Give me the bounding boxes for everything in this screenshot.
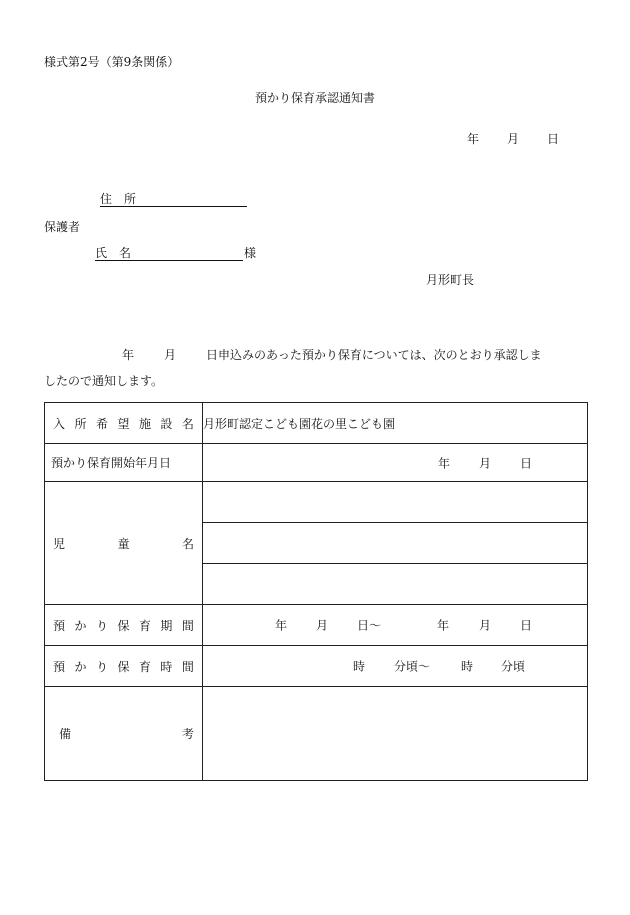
child-name-field-3[interactable] <box>203 564 588 605</box>
label-char: 時 <box>160 659 173 674</box>
label-char: 間 <box>181 618 194 633</box>
body-rest: 日申込みのあった預かり保育については、次のとおり承認しま <box>206 348 542 362</box>
label-char: 期 <box>160 618 173 633</box>
time-value <box>203 646 588 687</box>
address-label: 住 所 <box>100 192 137 206</box>
table-row-start-date <box>45 444 588 482</box>
label-char: 保 <box>117 659 130 674</box>
time-minute-2: 分頃 <box>501 659 526 674</box>
label-char: 育 <box>138 618 151 633</box>
period-day-2: 日 <box>520 618 533 633</box>
label-char: 名 <box>181 416 194 431</box>
label-char: 入 <box>53 416 66 431</box>
table-row-remarks <box>45 687 588 781</box>
form-number: 様式第2号（第9条関係） <box>44 55 180 69</box>
period-year-2: 年 <box>437 618 450 633</box>
label-char: 育 <box>138 659 151 674</box>
period-label <box>45 605 203 646</box>
label-char: か <box>74 659 87 674</box>
honorific: 様 <box>244 246 257 260</box>
child-name-field-1[interactable] <box>203 482 588 523</box>
label-char: 施 <box>138 416 151 431</box>
start-date-value <box>203 444 588 482</box>
start-day: 日 <box>520 456 533 470</box>
table-row-facility <box>45 403 588 444</box>
body-year: 年 <box>122 348 135 362</box>
name-line <box>95 260 243 261</box>
period-month-2: 月 <box>479 618 492 633</box>
table-row-period <box>45 605 588 646</box>
table-row-time <box>45 646 588 687</box>
remarks-label <box>45 687 203 781</box>
header-date <box>467 133 559 145</box>
label-char: 希 <box>95 416 108 431</box>
document-title: 預かり保育承認通知書 <box>254 91 375 105</box>
label-char: 児 <box>53 536 66 551</box>
label-char: 設 <box>160 416 173 431</box>
label-char: 預 <box>53 618 66 633</box>
label-char: 望 <box>117 416 130 431</box>
label-char: 間 <box>181 659 194 674</box>
table-row-child-1 <box>45 482 588 523</box>
label-char: 名 <box>181 536 194 551</box>
start-year: 年 <box>438 456 451 470</box>
label-char: 備 <box>59 727 72 741</box>
time-label <box>45 646 203 687</box>
label-char: 所 <box>74 416 87 431</box>
body-line-2: したので通知します。 <box>44 374 164 388</box>
body-line-1 <box>122 349 542 361</box>
start-date-label: 預かり保育開始年月日 <box>45 444 203 482</box>
period-month-1: 月 <box>316 618 329 633</box>
period-value <box>203 605 588 646</box>
label-char: か <box>74 618 87 633</box>
label-char: 保 <box>117 618 130 633</box>
facility-label <box>45 403 203 444</box>
address-line <box>100 206 247 207</box>
time-minute-1: 分頃～ <box>394 659 431 674</box>
issuer: 月形町長 <box>426 273 475 287</box>
label-char: り <box>95 659 108 674</box>
label-char: 考 <box>181 727 194 741</box>
label-char: り <box>95 618 108 633</box>
header-date-year: 年 <box>467 132 480 146</box>
name-label: 氏 名 <box>95 246 132 260</box>
time-hour-1: 時 <box>353 659 366 674</box>
facility-value: 月形町認定こども園花の里こども園 <box>203 403 588 444</box>
time-hour-2: 時 <box>461 659 474 674</box>
period-year-1: 年 <box>275 618 288 633</box>
label-char: 童 <box>117 536 130 551</box>
label-char: 預 <box>53 659 66 674</box>
header-date-day: 日 <box>547 132 560 146</box>
period-day-1: 日～ <box>357 618 382 633</box>
child-name-label <box>45 482 203 605</box>
details-table <box>44 402 588 781</box>
child-name-field-2[interactable] <box>203 523 588 564</box>
header-date-month: 月 <box>507 132 520 146</box>
guardian-label: 保護者 <box>44 220 81 234</box>
remarks-field[interactable] <box>203 687 588 781</box>
body-month: 月 <box>164 348 177 362</box>
start-month: 月 <box>479 456 492 470</box>
